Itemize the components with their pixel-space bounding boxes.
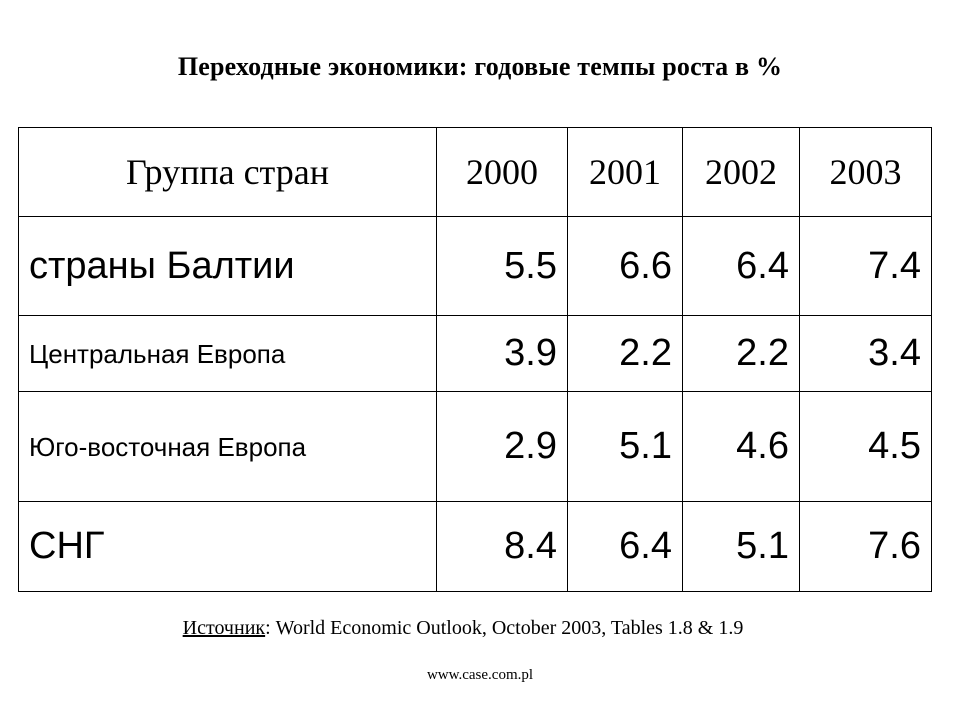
cell-value: 6.4	[683, 217, 800, 316]
cell-value: 2.2	[568, 316, 683, 392]
source-note	[0, 617, 926, 640]
cell-value: 8.4	[437, 502, 568, 592]
column-header-country-group: Группа стран	[19, 128, 437, 217]
source-label: Источник	[182, 617, 266, 639]
column-header-2002: 2002	[683, 128, 800, 217]
column-header-2000: 2000	[437, 128, 568, 217]
cell-value: 2.9	[437, 392, 568, 502]
cell-value: 6.6	[568, 217, 683, 316]
row-label-cis: СНГ	[19, 502, 437, 592]
footer-url: www.case.com.pl	[426, 667, 534, 683]
cell-value: 3.4	[800, 316, 932, 392]
column-header-2001: 2001	[568, 128, 683, 217]
cell-value: 4.6	[683, 392, 800, 502]
row-label-southeast-europe: Юго-восточная Европа	[19, 392, 437, 502]
growth-rate-table	[18, 127, 932, 592]
table-header-row	[19, 128, 932, 217]
cell-value: 6.4	[568, 502, 683, 592]
table-row	[19, 502, 932, 592]
column-header-2003: 2003	[800, 128, 932, 217]
source-text: : World Economic Outlook, October 2003, Tables 1.8 & 1.9	[265, 617, 744, 639]
cell-value: 4.5	[800, 392, 932, 502]
cell-value: 5.1	[683, 502, 800, 592]
cell-value: 3.9	[437, 316, 568, 392]
table-row	[19, 316, 932, 392]
row-label-central-europe: Центральная Европа	[19, 316, 437, 392]
table-row	[19, 392, 932, 502]
row-label-baltic: страны Балтии	[19, 217, 437, 316]
cell-value: 7.4	[800, 217, 932, 316]
page-title: Переходные экономики: годовые темпы роста в %	[177, 52, 783, 81]
cell-value: 5.1	[568, 392, 683, 502]
cell-value: 2.2	[683, 316, 800, 392]
cell-value: 7.6	[800, 502, 932, 592]
table-row	[19, 217, 932, 316]
cell-value: 5.5	[437, 217, 568, 316]
